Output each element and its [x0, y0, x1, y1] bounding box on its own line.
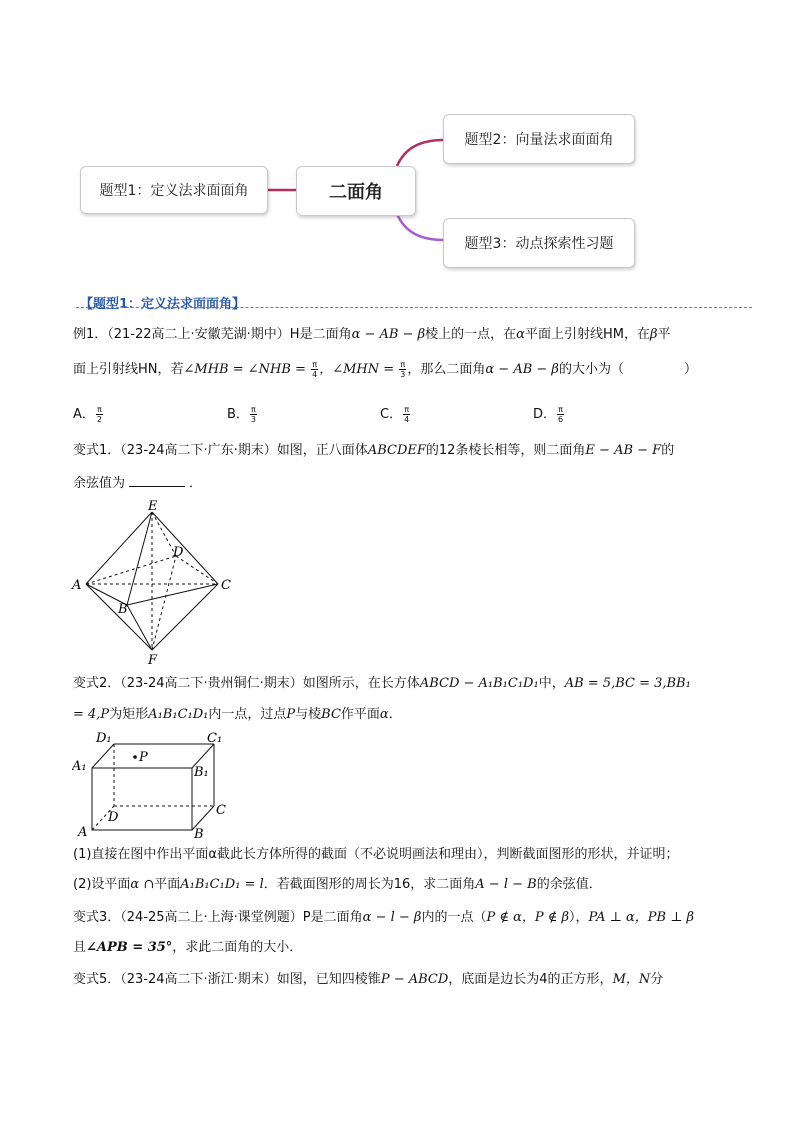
- connector-top-right: [397, 140, 444, 166]
- label-B: B: [194, 827, 204, 840]
- label-B1: B₁: [194, 765, 209, 780]
- label-A1: A₁: [72, 759, 87, 774]
- option-c[interactable]: C． $\frac{\pi}{4}$: [380, 405, 410, 424]
- label-F: F: [148, 653, 158, 668]
- fraction-pi-over-3: $\frac{\pi}{3}$: [400, 360, 406, 379]
- label-A: A: [78, 825, 88, 840]
- variant1-line1: 变式1．（23-24高二下·广东·期末）如图，正八面体ABCDEF的12条棱长相等，则二面角E − AB − F的: [73, 443, 675, 458]
- variant2-line1: 变式2．（23-24高二下·贵州铜仁·期末）如图所示，在长方体ABCD − A₁B₁C₁D₁中，AB = 5,BC = 3,BB₁: [73, 676, 691, 691]
- point-P: [133, 755, 137, 759]
- mindmap-node-type3[interactable]: 题型3：动点探索性习题: [443, 218, 635, 268]
- octahedron-figure: [68, 498, 238, 668]
- label-A: A: [72, 578, 82, 593]
- cuboid-figure: [72, 728, 242, 840]
- variant1-line2: 余弦值为 ．: [73, 476, 203, 491]
- label-D: D: [173, 545, 184, 560]
- variant5-line1: 变式5．（23-24高二下·浙江·期末）如图，已知四棱锥P − ABCD，底面是边长为4的正方形，M，N分: [73, 972, 664, 987]
- option-b[interactable]: B． $\frac{\pi}{3}$: [227, 405, 257, 424]
- mindmap-node-type2[interactable]: 题型2：向量法求面面角: [443, 114, 635, 164]
- variant3-line2: 且∠APB = 35°，求此二面角的大小．: [73, 940, 303, 955]
- option-d[interactable]: D． $\frac{\pi}{6}$: [533, 405, 564, 424]
- answer-blank[interactable]: [129, 474, 185, 487]
- mindmap-node-type1[interactable]: 题型1：定义法求面面角: [80, 166, 268, 214]
- variant2-question1: (1)直接在图中作出平面α截此长方体所得的截面（不必说明画法和理由），判断截面图形的形状，并证明；: [73, 847, 679, 862]
- example1-line2: 面上引射线HN，若∠MHB = ∠NHB = $\frac{\pi}{4}$ ，∠MHN = $\frac{\pi}{3}$ ，那么二面角α − AB − β的大小为（ ）: [73, 360, 697, 379]
- example1-line1: 例1．（21-22高二上·安徽芜湖·期中）H是二面角α − AB − β棱上的一点，在α平面上引射线HM，在β平: [73, 327, 671, 342]
- section-title: 【题型1：定义法求面面角】: [80, 297, 246, 312]
- connector-bottom-right: [397, 214, 444, 240]
- label-D: D: [108, 810, 119, 825]
- label-C: C: [216, 803, 226, 818]
- label-C1: C₁: [207, 731, 223, 746]
- mindmap-center-node[interactable]: 二面角: [296, 166, 416, 216]
- label-C: C: [221, 578, 231, 593]
- variant3-line1: 变式3．（24-25高二上·上海·课堂例题）P是二面角α − l − β内的一点（P ∉ α，P ∉ β），PA ⊥ α，PB ⊥ β: [73, 910, 695, 925]
- mindmap-connectors: [0, 0, 794, 300]
- label-P: P: [139, 750, 148, 765]
- fraction-pi-over-4: $\frac{\pi}{4}$: [312, 360, 318, 379]
- label-D1: D₁: [96, 731, 112, 746]
- variant2-question2: (2)设平面α ∩平面A₁B₁C₁D₁ = l．若截面图形的周长为16，求二面角A − l − B的余弦值．: [73, 877, 602, 892]
- variant2-line2: = 4,P为矩形A₁B₁C₁D₁内一点，过点P与棱BC作平面α．: [73, 707, 402, 722]
- label-B: B: [118, 602, 128, 617]
- label-E: E: [148, 499, 158, 514]
- section-divider: [76, 307, 752, 308]
- option-a[interactable]: A． $\frac{\pi}{2}$: [73, 405, 102, 424]
